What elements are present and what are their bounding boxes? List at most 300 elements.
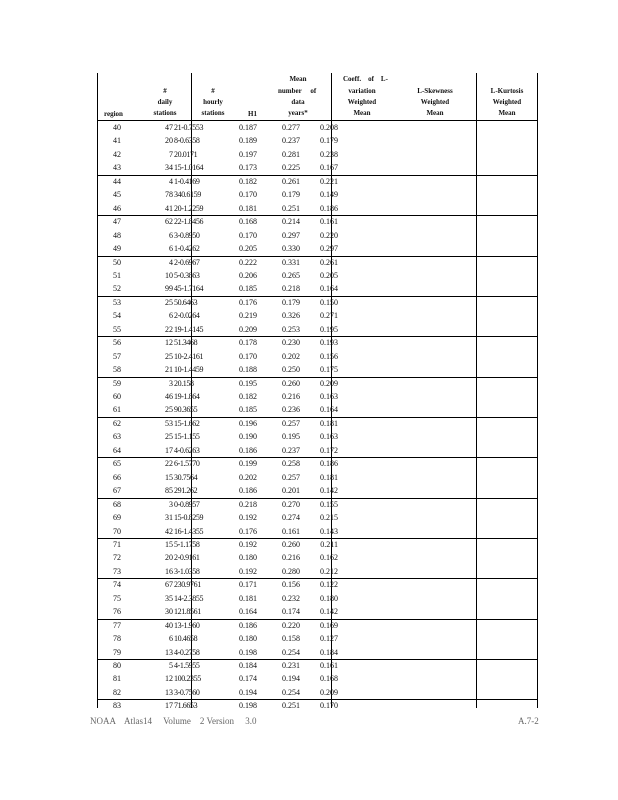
cell-mean-years: 0.277 — [282, 123, 300, 132]
table-row — [97, 471, 537, 484]
cell-mean-years: 0.216 — [282, 392, 300, 401]
cell-cv: 0.150 — [320, 297, 338, 307]
cell-mean-years: 0.237 — [282, 136, 300, 146]
header-cv-2: variation — [348, 87, 376, 95]
cell-daily-stations: 3 — [169, 499, 173, 509]
cell-mean-years: 0.201 — [282, 486, 300, 496]
cell-daily-stations: 22 — [165, 324, 173, 334]
cell-mean-years: 0.260 — [282, 539, 300, 549]
cell-region: 44 — [113, 176, 121, 186]
cell-mean-years: 0.251 — [282, 701, 300, 711]
cell-cv: 0.215 — [320, 513, 338, 523]
header-kurt-3: Mean — [498, 109, 516, 117]
cell-region: 83 — [113, 701, 121, 711]
cell-hourly-stations: 14-2.3855 — [174, 593, 204, 603]
cell-h1: 0.170 — [239, 351, 257, 361]
cell-h1: 0.171 — [239, 580, 257, 590]
table-row — [97, 525, 537, 538]
cell-hourly-stations: 6-1.5770 — [174, 459, 200, 469]
cell-region: 68 — [113, 499, 121, 509]
cell-region: 50 — [113, 257, 121, 267]
cell-cv: 0.193 — [320, 338, 338, 348]
table-row — [97, 256, 537, 269]
table-row — [97, 377, 537, 390]
cell-h1: 0.202 — [239, 472, 257, 482]
cell-hourly-stations: 50.6463 — [174, 297, 198, 307]
header-hourly-3: stations — [201, 109, 225, 117]
cell-hourly-stations: 2-0.0264 — [174, 311, 200, 321]
cell-mean-years: 0.260 — [282, 378, 300, 388]
cell-cv: 0.161 — [320, 217, 338, 227]
table-row — [97, 444, 537, 457]
rule-right — [537, 73, 538, 708]
cell-daily-stations: 25 — [165, 297, 173, 307]
cell-hourly-stations: 3-0.8950 — [174, 230, 200, 240]
cell-h1: 0.178 — [239, 338, 257, 348]
cell-hourly-stations: 4-0.2758 — [174, 647, 200, 657]
cell-daily-stations: 7 — [169, 149, 173, 159]
cell-mean-years: 0.232 — [282, 593, 300, 603]
cell-hourly-stations: 71.6653 — [174, 701, 198, 711]
cell-cv: 0.161 — [320, 661, 338, 670]
cell-daily-stations: 20 — [165, 136, 173, 146]
table-row — [97, 215, 537, 228]
cell-cv: 0.205 — [320, 270, 338, 280]
cell-hourly-stations: 2-0.9161 — [174, 553, 200, 563]
table-row — [97, 551, 537, 564]
cell-daily-stations: 4 — [169, 176, 173, 186]
cell-mean-years: 0.331 — [282, 257, 300, 267]
cell-mean-years: 0.158 — [282, 634, 300, 644]
cell-region: 65 — [113, 459, 121, 469]
cell-mean-years: 0.257 — [282, 418, 300, 428]
cell-mean-years: 0.174 — [282, 607, 300, 617]
cell-daily-stations: 13 — [165, 687, 173, 697]
header-region: region — [104, 110, 123, 118]
cell-region: 78 — [113, 634, 121, 644]
cell-cv: 0.208 — [320, 123, 338, 132]
cell-hourly-stations: 5-1.1758 — [174, 539, 200, 549]
table-row — [97, 323, 537, 336]
cell-mean-years: 0.179 — [282, 190, 300, 200]
cell-h1: 0.189 — [239, 136, 257, 146]
cell-cv: 0.149 — [320, 190, 338, 200]
cell-cv: 0.122 — [320, 580, 338, 590]
header-mean-1: Mean — [289, 75, 307, 83]
cell-cv: 0.181 — [320, 472, 338, 482]
cell-cv: 0.221 — [320, 176, 338, 186]
cell-daily-stations: 15 — [165, 472, 173, 482]
cell-daily-stations: 25 — [165, 432, 173, 442]
cell-hourly-stations: 15-1.155 — [174, 432, 200, 442]
cell-region: 46 — [113, 203, 121, 213]
cell-h1: 0.181 — [239, 593, 257, 603]
header-cv-4: Mean — [353, 109, 371, 117]
table-row — [97, 390, 537, 403]
cell-region: 48 — [113, 230, 121, 240]
cell-hourly-stations: 0-0.8957 — [174, 499, 200, 509]
cell-hourly-stations: 4-1.5955 — [174, 661, 200, 670]
cell-daily-stations: 78 — [165, 190, 173, 200]
cell-h1: 0.199 — [239, 459, 257, 469]
cell-mean-years: 0.156 — [282, 580, 300, 590]
table-row — [97, 686, 537, 699]
cell-daily-stations: 22 — [165, 459, 173, 469]
table-row — [97, 538, 537, 551]
cell-h1: 0.182 — [239, 392, 257, 401]
header-kurt-1: L-Kurtosis — [490, 87, 524, 95]
table-row — [97, 484, 537, 497]
header-hourly-1: # — [211, 87, 215, 95]
header-mean-3: data — [291, 98, 305, 106]
cell-h1: 0.194 — [239, 687, 257, 697]
cell-hourly-stations: 30.7564 — [174, 472, 198, 482]
cell-h1: 0.206 — [239, 270, 257, 280]
cell-region: 74 — [113, 580, 121, 590]
table-row — [97, 336, 537, 349]
cell-daily-stations: 3 — [169, 378, 173, 388]
cell-mean-years: 0.326 — [282, 311, 300, 321]
table-row — [97, 269, 537, 282]
cell-daily-stations: 85 — [165, 486, 173, 496]
header-daily-3: stations — [153, 109, 177, 117]
cell-hourly-stations: 15-0.8259 — [174, 513, 204, 523]
cell-daily-stations: 41 — [165, 203, 173, 213]
cell-region: 42 — [113, 149, 121, 159]
header-daily-1: # — [163, 87, 167, 95]
table-row — [97, 350, 537, 363]
cell-hourly-stations: 340.6159 — [174, 190, 201, 200]
cell-region: 40 — [113, 123, 121, 132]
cell-daily-stations: 46 — [165, 392, 173, 401]
cell-h1: 0.186 — [239, 486, 257, 496]
cell-mean-years: 0.225 — [282, 163, 300, 173]
cell-region: 73 — [113, 566, 121, 576]
cell-hourly-stations: 10-2.4161 — [174, 351, 204, 361]
cell-region: 64 — [113, 445, 121, 455]
cell-cv: 0.155 — [320, 499, 338, 509]
cell-cv: 0.181 — [320, 418, 338, 428]
cell-hourly-stations: 10-1.4459 — [174, 365, 204, 375]
cell-hourly-stations: 3-1.0358 — [174, 566, 200, 576]
cell-hourly-stations: 1-0.4262 — [174, 244, 200, 254]
cell-mean-years: 0.270 — [282, 499, 300, 509]
cell-cv: 0.212 — [320, 566, 338, 576]
table-row — [97, 672, 537, 685]
cell-region: 69 — [113, 513, 121, 523]
cell-region: 49 — [113, 244, 121, 254]
cell-hourly-stations: 45-1.7164 — [174, 284, 204, 294]
cell-h1: 0.205 — [239, 244, 257, 254]
cell-region: 51 — [113, 270, 121, 280]
cell-hourly-stations: 3-0.7560 — [174, 687, 200, 697]
cell-daily-stations: 17 — [165, 701, 173, 711]
cell-cv: 0.162 — [320, 553, 338, 563]
cell-daily-stations: 6 — [169, 244, 173, 254]
cell-region: 58 — [113, 365, 121, 375]
cell-mean-years: 0.202 — [282, 351, 300, 361]
cell-daily-stations: 12 — [165, 338, 173, 348]
cell-h1: 0.182 — [239, 176, 257, 186]
header-mean-4: years* — [288, 109, 308, 117]
cell-cv: 0.220 — [320, 230, 338, 240]
header-daily-2: daily — [157, 98, 173, 106]
cell-cv: 0.209 — [320, 378, 338, 388]
cell-hourly-stations: 4-0.6263 — [174, 445, 200, 455]
cell-hourly-stations: 2-0.6967 — [174, 257, 200, 267]
cell-h1: 0.170 — [239, 190, 257, 200]
cell-hourly-stations: 8-0.6358 — [174, 136, 200, 146]
table-row — [97, 632, 537, 645]
header-mean-2: number of — [278, 87, 317, 95]
cell-h1: 0.168 — [239, 217, 257, 227]
cell-mean-years: 0.297 — [282, 230, 300, 240]
cell-cv: 0.238 — [320, 149, 338, 159]
cell-h1: 0.174 — [239, 674, 257, 684]
cell-daily-stations: 47 — [165, 123, 173, 132]
cell-daily-stations: 12 — [165, 674, 173, 684]
cell-mean-years: 0.281 — [282, 149, 300, 159]
table-row — [97, 229, 537, 242]
cell-region: 54 — [113, 311, 121, 321]
cell-daily-stations: 67 — [165, 580, 173, 590]
cell-h1: 0.198 — [239, 701, 257, 711]
table-row — [97, 511, 537, 524]
table-row — [97, 121, 537, 134]
cell-cv: 0.211 — [320, 539, 338, 549]
cell-hourly-stations: 21-0.7553 — [174, 123, 204, 132]
table-row — [97, 309, 537, 322]
table-row — [97, 242, 537, 255]
header-skew-2: Weighted — [420, 98, 450, 106]
cell-daily-stations: 6 — [169, 634, 173, 644]
table-row — [97, 565, 537, 578]
cell-cv: 0.209 — [320, 687, 338, 697]
cell-mean-years: 0.161 — [282, 526, 300, 536]
cell-cv: 0.184 — [320, 647, 338, 657]
table-row — [97, 578, 537, 591]
cell-cv: 0.164 — [320, 284, 338, 294]
cell-h1: 0.195 — [239, 378, 257, 388]
cell-mean-years: 0.253 — [282, 324, 300, 334]
cell-daily-stations: 15 — [165, 539, 173, 549]
cell-daily-stations: 30 — [165, 607, 173, 617]
cell-h1: 0.188 — [239, 365, 257, 375]
cell-mean-years: 0.280 — [282, 566, 300, 576]
cell-h1: 0.187 — [239, 123, 257, 132]
cell-daily-stations: 13 — [165, 647, 173, 657]
cell-region: 55 — [113, 324, 121, 334]
cell-h1: 0.180 — [239, 553, 257, 563]
cell-mean-years: 0.236 — [282, 405, 300, 415]
cell-region: 71 — [113, 539, 121, 549]
cell-mean-years: 0.195 — [282, 432, 300, 442]
cell-daily-stations: 16 — [165, 566, 173, 576]
cell-region: 43 — [113, 163, 121, 173]
cell-daily-stations: 34 — [165, 163, 173, 173]
cell-hourly-stations: 291.262 — [174, 486, 198, 496]
cell-region: 52 — [113, 284, 121, 294]
cell-hourly-stations: 19-1.864 — [174, 392, 200, 401]
cell-hourly-stations: 5-0.3863 — [174, 270, 200, 280]
table-row — [97, 363, 537, 376]
cell-h1: 0.219 — [239, 311, 257, 321]
cell-cv: 0.127 — [320, 634, 338, 644]
cell-region: 66 — [113, 472, 121, 482]
cell-h1: 0.184 — [239, 661, 257, 670]
cell-cv: 0.172 — [320, 445, 338, 455]
cell-mean-years: 0.214 — [282, 217, 300, 227]
cell-daily-stations: 20 — [165, 553, 173, 563]
cell-h1: 0.180 — [239, 634, 257, 644]
table-row — [97, 148, 537, 161]
cell-mean-years: 0.258 — [282, 459, 300, 469]
cell-mean-years: 0.254 — [282, 687, 300, 697]
cell-region: 56 — [113, 338, 121, 348]
cell-mean-years: 0.251 — [282, 203, 300, 213]
cell-hourly-stations: 10.4658 — [174, 634, 198, 644]
header-kurt-2: Weighted — [492, 98, 522, 106]
cell-h1: 0.209 — [239, 324, 257, 334]
cell-h1: 0.186 — [239, 445, 257, 455]
cell-h1: 0.173 — [239, 163, 257, 173]
cell-daily-stations: 42 — [165, 526, 173, 536]
cell-daily-stations: 10 — [165, 270, 173, 280]
cell-region: 81 — [113, 674, 121, 684]
table-row — [97, 188, 537, 201]
cell-mean-years: 0.250 — [282, 365, 300, 375]
table-row — [97, 457, 537, 470]
cell-region: 79 — [113, 647, 121, 657]
table-row — [97, 403, 537, 416]
cell-daily-stations: 25 — [165, 405, 173, 415]
cell-mean-years: 0.218 — [282, 284, 300, 294]
cell-cv: 0.195 — [320, 324, 338, 334]
cell-region: 59 — [113, 378, 121, 388]
header-cv-3: Weighted — [347, 98, 377, 106]
cell-cv: 0.186 — [320, 459, 338, 469]
cell-mean-years: 0.179 — [282, 297, 300, 307]
cell-region: 61 — [113, 405, 121, 415]
cell-cv: 0.168 — [320, 674, 338, 684]
cell-mean-years: 0.220 — [282, 620, 300, 630]
cell-cv: 0.180 — [320, 593, 338, 603]
cell-region: 75 — [113, 593, 121, 603]
cell-cv: 0.170 — [320, 701, 338, 711]
cell-h1: 0.190 — [239, 432, 257, 442]
cell-daily-stations: 4 — [169, 257, 173, 267]
cell-region: 41 — [113, 136, 121, 146]
cell-cv: 0.261 — [320, 257, 338, 267]
cell-daily-stations: 6 — [169, 311, 173, 321]
cell-region: 45 — [113, 190, 121, 200]
cell-h1: 0.196 — [239, 418, 257, 428]
cell-region: 82 — [113, 687, 121, 697]
cell-cv: 0.186 — [320, 203, 338, 213]
cell-h1: 0.164 — [239, 607, 257, 617]
table-row — [97, 605, 537, 618]
cell-region: 62 — [113, 418, 121, 428]
cell-mean-years: 0.216 — [282, 553, 300, 563]
table-row — [97, 296, 537, 309]
header-skew-1: L-Skewness — [417, 87, 453, 95]
cell-cv: 0.179 — [320, 136, 338, 146]
cell-cv: 0.163 — [320, 432, 338, 442]
cell-daily-stations: 35 — [165, 593, 173, 603]
table-row — [97, 161, 537, 174]
cell-cv: 0.142 — [320, 486, 338, 496]
cell-mean-years: 0.261 — [282, 176, 300, 186]
cell-hourly-stations: 51.3468 — [174, 338, 198, 348]
cell-daily-stations: 25 — [165, 351, 173, 361]
cell-region: 60 — [113, 392, 121, 401]
cell-daily-stations: 17 — [165, 445, 173, 455]
cell-region: 67 — [113, 486, 121, 496]
cell-hourly-stations: 230.9761 — [174, 580, 201, 590]
cell-hourly-stations: 13-1.960 — [174, 620, 200, 630]
cell-daily-stations: 40 — [165, 620, 173, 630]
footer-left: NOAA Atlas14 Volume 2 Version 3.0 — [90, 716, 257, 726]
cell-cv: 0.142 — [320, 607, 338, 617]
cell-hourly-stations: 100.2355 — [174, 674, 201, 684]
cell-cv: 0.297 — [320, 244, 338, 254]
table-row — [97, 659, 537, 672]
header-hourly-2: hourly — [203, 98, 223, 106]
cell-hourly-stations: 20.158 — [174, 378, 194, 388]
header-h1: H1 — [248, 110, 257, 118]
cell-region: 76 — [113, 607, 121, 617]
cell-cv: 0.164 — [320, 405, 338, 415]
cell-region: 63 — [113, 432, 121, 442]
table-row — [97, 592, 537, 605]
cell-region: 53 — [113, 297, 121, 307]
cell-hourly-stations: 20-1.2259 — [174, 203, 204, 213]
table-row — [97, 134, 537, 147]
cell-h1: 0.185 — [239, 405, 257, 415]
cell-region: 72 — [113, 553, 121, 563]
cell-h1: 0.170 — [239, 230, 257, 240]
cell-h1: 0.181 — [239, 203, 257, 213]
table-row — [97, 282, 537, 295]
cell-h1: 0.198 — [239, 647, 257, 657]
rule-col-hourly-top — [191, 73, 192, 123]
cell-region: 70 — [113, 526, 121, 536]
cell-mean-years: 0.231 — [282, 661, 300, 670]
cell-hourly-stations: 121.8561 — [174, 607, 201, 617]
table-row — [97, 417, 537, 430]
cell-region: 77 — [113, 620, 121, 630]
header-skew-3: Mean — [426, 109, 444, 117]
table-row — [97, 202, 537, 215]
cell-region: 80 — [113, 661, 121, 670]
cell-hourly-stations: 15-1.0164 — [174, 163, 204, 173]
cell-h1: 0.192 — [239, 539, 257, 549]
table-row — [97, 430, 537, 443]
cell-hourly-stations: 15-1.662 — [174, 418, 200, 428]
cell-daily-stations: 31 — [165, 513, 173, 523]
cell-cv: 0.175 — [320, 365, 338, 375]
cell-mean-years: 0.274 — [282, 513, 300, 523]
cell-h1: 0.185 — [239, 284, 257, 294]
cell-h1: 0.176 — [239, 297, 257, 307]
cell-hourly-stations: 22-1.8456 — [174, 217, 204, 227]
table-row — [97, 619, 537, 632]
cell-mean-years: 0.265 — [282, 270, 300, 280]
footer-right: A.7-2 — [518, 716, 539, 726]
table-row — [97, 699, 537, 712]
cell-daily-stations: 53 — [165, 418, 173, 428]
cell-region: 47 — [113, 217, 121, 227]
